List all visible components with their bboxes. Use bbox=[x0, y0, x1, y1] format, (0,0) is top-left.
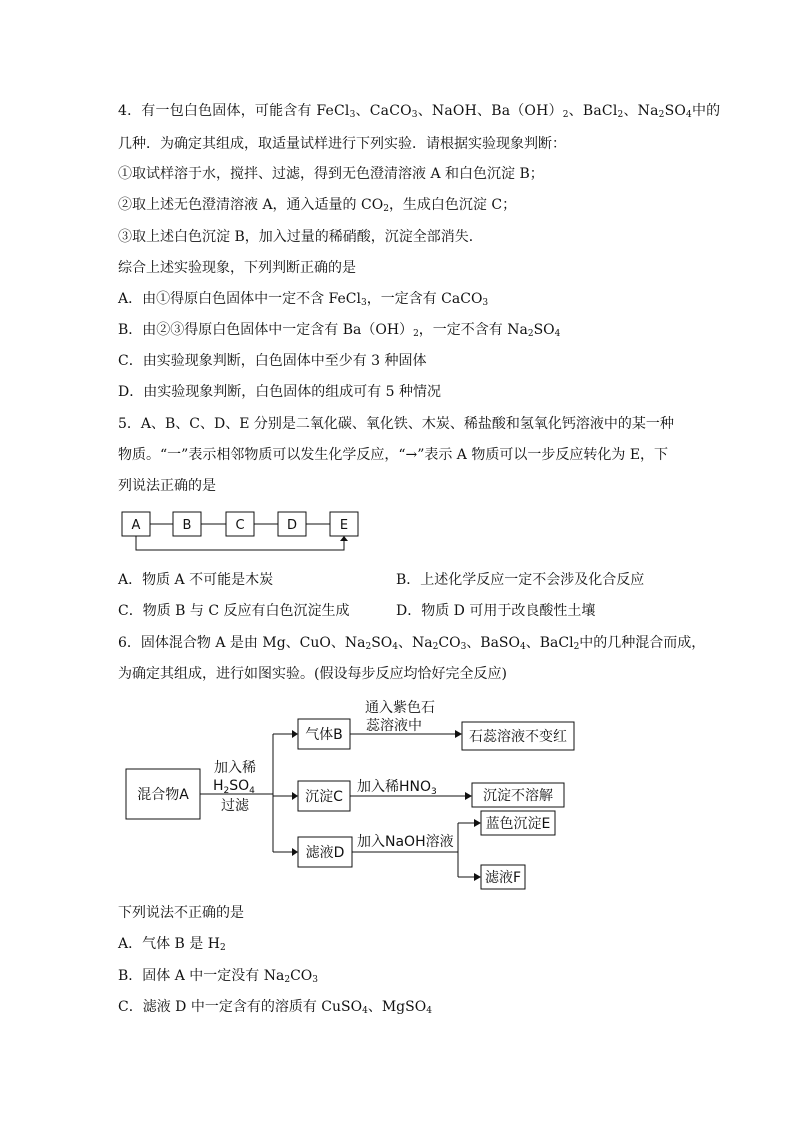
q4-option-c: C．由实验现象判断，白色固体中至少有 3 种固体 bbox=[118, 353, 427, 369]
q6-option-b: B．固体 A 中一定没有 $Na_2CO_3$ bbox=[118, 968, 319, 985]
blue-precipitate-label: 蓝色沉淀E bbox=[485, 816, 551, 832]
q5-line2: 物质。“一”表示相邻物质可以发生化学反应，“→”表示 A 物质可以一步反应转化为 E，下 bbox=[118, 447, 669, 463]
q6-line1: 6．固体混合物 A 是由 Mg、CuO、$Na_2SO_4$、$Na_2CO_3$、BaSO$_4$、BaCl$_2$中的几种混合而成， bbox=[118, 635, 706, 652]
q5-label-b: B bbox=[182, 518, 192, 533]
q5-option-c: C．物质 B 与 C 反应有白色沉淀生成 bbox=[118, 603, 350, 619]
q5-label-c: C bbox=[235, 518, 245, 533]
q4-step3: ③取上述白色沉淀 B，加入过量的稀硝酸，沉淀全部消失． bbox=[118, 229, 483, 245]
q6-option-c: C．滤液 D 中一定含有的溶质有 CuSO$_4$、MgSO$_4$ bbox=[118, 999, 432, 1016]
litmus-step-line1: 通入紫色石 bbox=[365, 700, 435, 716]
q4-step2: ②取上述无色澄清溶液 A，通入适量的 $CO_2$，生成白色沉淀 C； bbox=[118, 197, 517, 214]
litmus-step-line2: 蕊溶液中 bbox=[366, 718, 422, 734]
add-hno3-label: 加入稀$HNO_3$ bbox=[357, 779, 437, 797]
precipitate-result-label: 沉淀不溶解 bbox=[483, 788, 553, 804]
gas-b-label: 气体B bbox=[305, 727, 343, 743]
q4-option-b: B．由②③得原白色固体中一定含有 $Ba(OH)_2$，一定不含有 $Na_2SO_4$ bbox=[118, 322, 561, 339]
q4-option-a: A．由①得原白色固体中一定不含 FeCl$_3$，一定含有 CaCO$_3$ bbox=[118, 291, 489, 308]
mixture-label: 混合物A bbox=[137, 787, 189, 803]
q5-label-d: D bbox=[286, 518, 298, 533]
q5-option-b: B．上述化学反应一定不会涉及化合反应 bbox=[396, 572, 645, 588]
filtrate-d-label: 滤液D bbox=[305, 845, 345, 861]
add-dilute-label: 加入稀 bbox=[214, 760, 256, 776]
q4-step1: ①取试样溶于水，搅拌、过滤，得到无色澄清溶液 A 和白色沉淀 B； bbox=[118, 166, 544, 182]
q5-option-a: A．物质 A 不可能是木炭 bbox=[118, 572, 274, 588]
h2so4-label: $H_2SO_4$ bbox=[213, 778, 255, 796]
q6-stem: 下列说法不正确的是 bbox=[118, 905, 244, 921]
filtrate-f-label: 滤液F bbox=[484, 870, 522, 886]
q5-option-d: D．物质 D 可用于改良酸性土壤 bbox=[396, 603, 596, 619]
q4-option-d: D．由实验现象判断，白色固体的组成可有 5 种情况 bbox=[118, 384, 442, 400]
q6-line2: 为确定其组成，进行如图实验。(假设每步反应均恰好完全反应) bbox=[118, 666, 507, 682]
q4-stem: 综合上述实验现象，下列判断正确的是 bbox=[118, 260, 356, 276]
q6-option-a: A．气体 B 是 $H_2$ bbox=[118, 936, 226, 953]
q4-line2: 几种．为确定其组成，取适量试样进行下列实验．请根据实验现象判断： bbox=[118, 136, 566, 152]
filter-label: 过滤 bbox=[221, 798, 249, 814]
q4-line1: 4．有一包白色固体，可能含有 FeCl$_3$、CaCO$_3$、NaOH、$Ba(OH)_2$、BaCl$_2$、$Na_2SO_4$中的 bbox=[118, 103, 721, 120]
q5-label-a: A bbox=[131, 518, 141, 533]
precipitate-c-label: 沉淀C bbox=[305, 789, 343, 805]
q5-line3: 列说法正确的是 bbox=[118, 478, 216, 494]
add-naoh-label: 加入NaOH溶液 bbox=[357, 834, 454, 850]
q5-line1: 5．A、B、C、D、E 分别是二氧化碳、氧化铁、木炭、稀盐酸和氢氧化钙溶液中的某一种 bbox=[118, 416, 674, 432]
q5-label-e: E bbox=[339, 518, 349, 533]
litmus-result-label: 石蕊溶液不变红 bbox=[469, 729, 567, 745]
